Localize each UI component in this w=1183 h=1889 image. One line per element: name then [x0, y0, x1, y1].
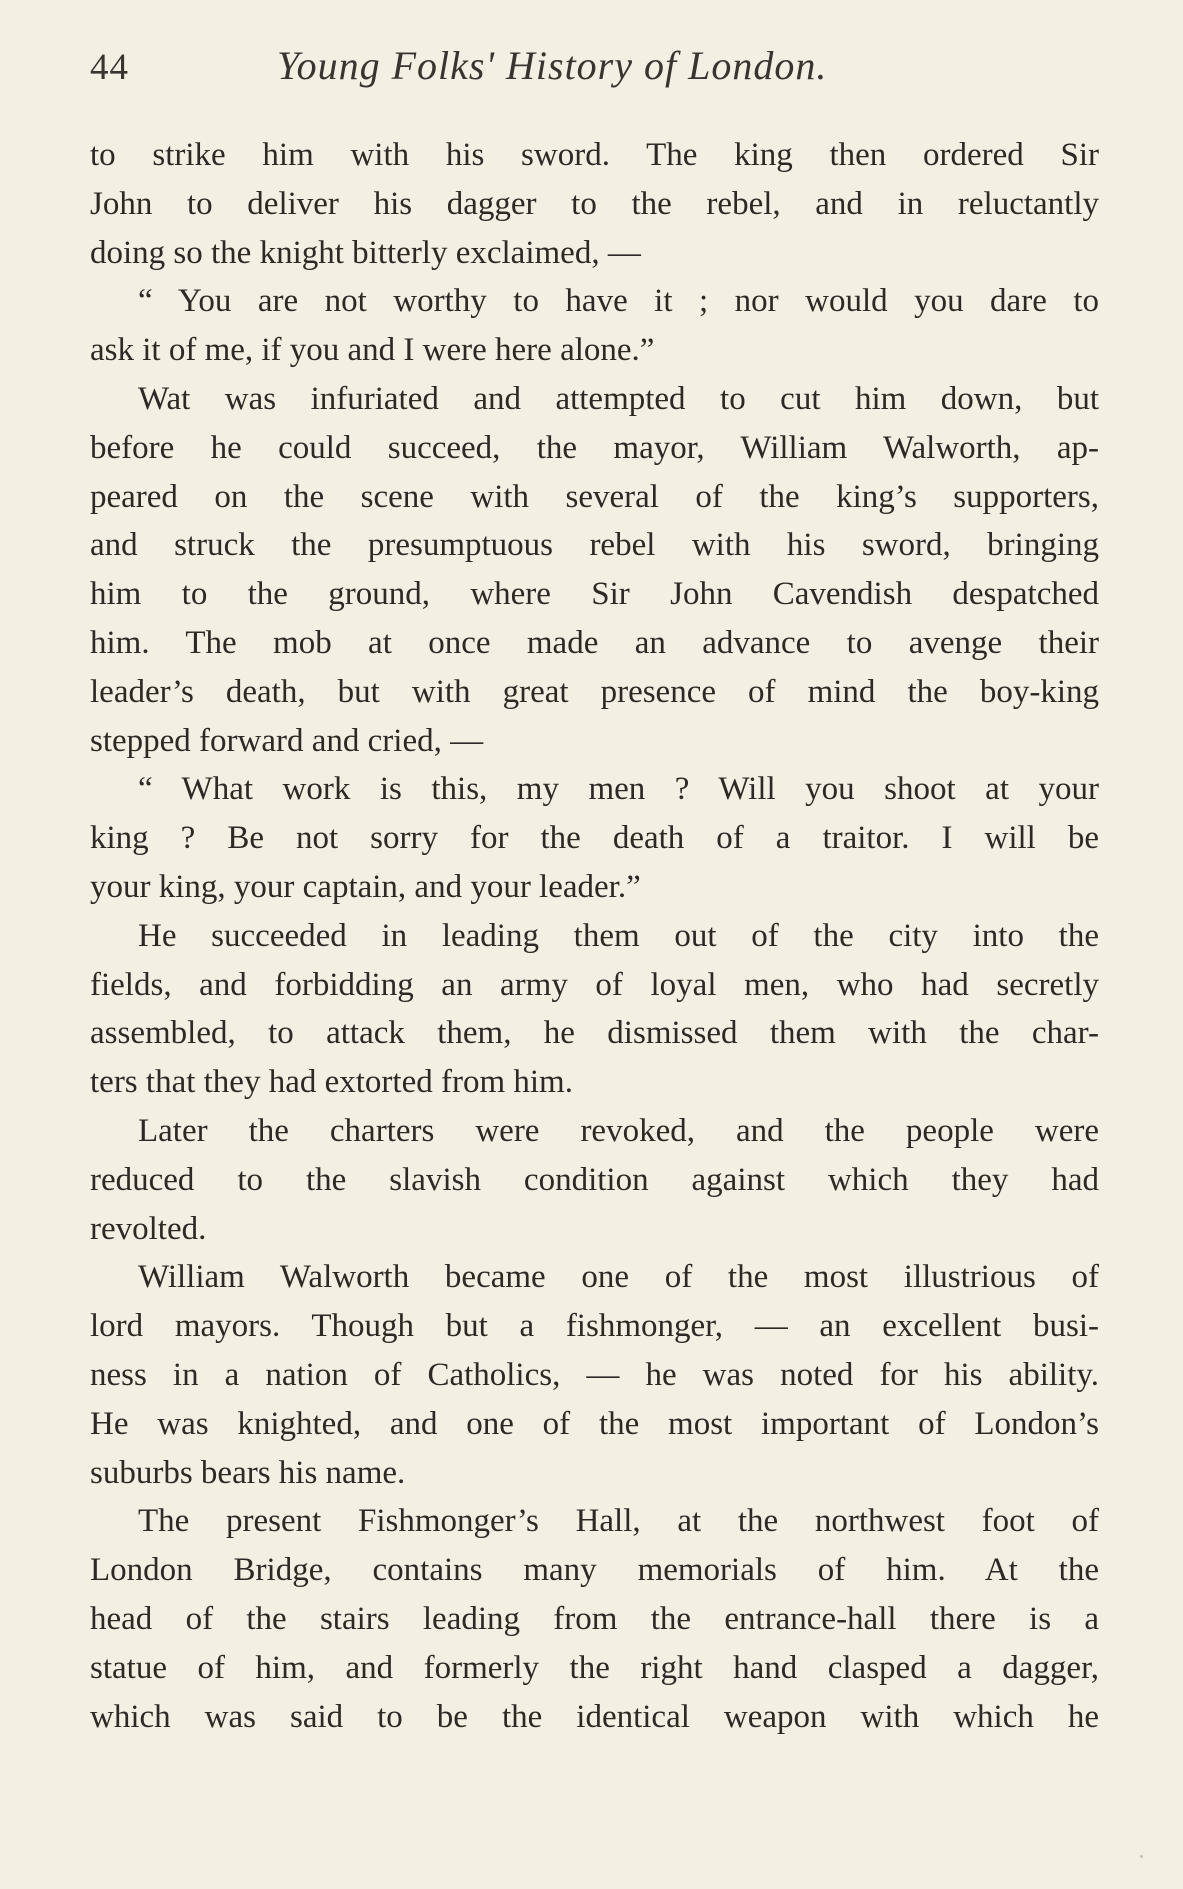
text-line: and struck the presumptuous rebel with his sword, bringing — [90, 527, 1099, 564]
text-line: lord mayors. Though but a fishmonger, — an excellent busi- — [90, 1308, 1099, 1345]
text-line: head of the stairs leading from the entrance-hall there is a — [90, 1600, 1099, 1637]
text-line: Wat was infuriated and attempted to cut him down, but — [138, 380, 1099, 417]
text-line: suburbs bears his name. — [90, 1454, 406, 1491]
text-line: your king, your captain, and your leader.” — [90, 868, 641, 905]
text-line: king ? Be not sorry for the death of a traitor. I will be — [90, 820, 1099, 857]
text-line: reduced to the slavish condition against which they had — [90, 1161, 1099, 1198]
text-line: assembled, to attack them, he dismissed them with the char- — [90, 1015, 1099, 1052]
text-line: London Bridge, contains many memorials of him. At the — [90, 1552, 1099, 1589]
text-line: He succeeded in leading them out of the city into the — [138, 917, 1099, 954]
text-line: John to deliver his dagger to the rebel, and in reluctantly — [90, 185, 1099, 222]
body-text — [90, 131, 1099, 1741]
paper-speck — [1140, 1855, 1143, 1858]
text-line: to strike him with his sword. The king then ordered Sir — [90, 137, 1099, 173]
text-line: “ What work is this, my men ? Will you shoot at your — [138, 771, 1099, 808]
text-line: The present Fishmonger’s Hall, at the northwest foot of — [138, 1503, 1099, 1540]
text-line: “ You are not worthy to have it ; nor would you dare to — [138, 283, 1099, 320]
text-line: fields, and forbidding an army of loyal men, who had secretly — [90, 966, 1099, 1003]
text-line: which was said to be the identical weapon with which he — [90, 1698, 1099, 1735]
text-line: William Walworth became one of the most illustrious of — [138, 1259, 1099, 1296]
text-line: leader’s death, but with great presence of mind the boy-king — [90, 673, 1099, 710]
text-line: him to the ground, where Sir John Cavendish despatched — [90, 576, 1099, 613]
text-line: statue of him, and formerly the right hand clasped a dagger, — [90, 1649, 1099, 1686]
text-line: him. The mob at once made an advance to avenge their — [90, 624, 1099, 661]
text-line: ness in a nation of Catholics, — he was noted for his ability. — [90, 1356, 1099, 1393]
text-line: stepped forward and cried, — — [90, 722, 484, 759]
text-line: He was knighted, and one of the most important of London’s — [90, 1405, 1099, 1442]
text-line: ters that they had extorted from him. — [90, 1064, 573, 1101]
text-line: ask it of me, if you and I were here alone.” — [90, 332, 655, 369]
text-line: peared on the scene with several of the king’s supporters, — [90, 478, 1099, 515]
text-line: before he could succeed, the mayor, William Walworth, ap- — [90, 429, 1099, 466]
text-line: doing so the knight bitterly exclaimed, — — [90, 234, 641, 271]
running-head — [90, 36, 1099, 96]
page-number: 44 — [90, 47, 129, 88]
text-line: revolted. — [90, 1210, 207, 1247]
text-line: Later the charters were revoked, and the people were — [138, 1112, 1099, 1149]
book-title: Young Folks' History of London. — [277, 43, 828, 88]
